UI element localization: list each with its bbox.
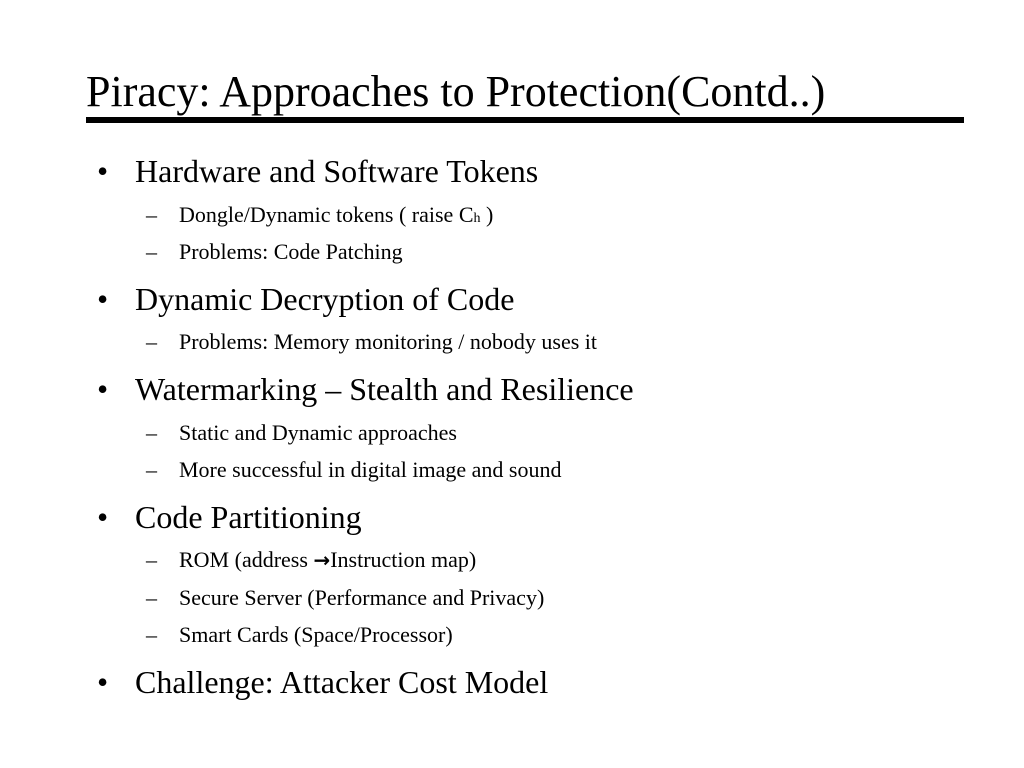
bullet-text: Code Partitioning (135, 499, 362, 535)
right-arrow-icon: → (313, 548, 331, 572)
sub-bullet-text: Smart Cards (Space/Processor) (179, 622, 453, 647)
bullet-text: Challenge: Attacker Cost Model (135, 664, 549, 700)
sub-bullet-marker: – (146, 622, 157, 647)
bullet-marker: • (97, 281, 109, 317)
bullet-text: Dynamic Decryption of Code (135, 281, 515, 317)
sub-bullet-marker: – (146, 547, 157, 572)
sub-bullet-marker: – (146, 457, 157, 482)
sub-bullet-text-suffix: ) (480, 202, 494, 227)
sub-bullet-text-main: Dongle/Dynamic tokens ( raise C (179, 202, 474, 227)
sub-bullet-text: Problems: Memory monitoring / nobody uses it (179, 329, 597, 354)
sub-bullet-marker: – (146, 202, 157, 227)
bullet-text: Watermarking – Stealth and Resilience (135, 371, 634, 407)
bullet-marker: • (97, 153, 109, 189)
sub-bullet-marker: – (146, 585, 157, 610)
bullet-marker: • (97, 371, 109, 407)
sub-bullet-text: Static and Dynamic approaches (179, 420, 457, 445)
sub-bullet-text-suffix: Instruction map) (330, 547, 477, 572)
sub-bullet-text (179, 201, 493, 233)
sub-bullet-marker: – (146, 329, 157, 354)
sub-bullet-text-main: ROM (address (179, 547, 314, 572)
slide-title: Piracy: Approaches to Protection(Contd..) (86, 67, 826, 116)
bullet-marker: • (97, 499, 109, 535)
sub-bullet-text: Secure Server (Performance and Privacy) (179, 585, 545, 610)
sub-bullet-marker: – (146, 239, 157, 264)
sub-bullet-text: More successful in digital image and sound (179, 457, 562, 482)
subscript-text: h (473, 211, 481, 226)
sub-bullet-text (179, 546, 476, 574)
sub-bullet-marker: – (146, 420, 157, 445)
bullet-marker: • (97, 664, 109, 700)
bullet-text: Hardware and Software Tokens (135, 153, 539, 189)
sub-bullet-text: Problems: Code Patching (179, 239, 403, 264)
